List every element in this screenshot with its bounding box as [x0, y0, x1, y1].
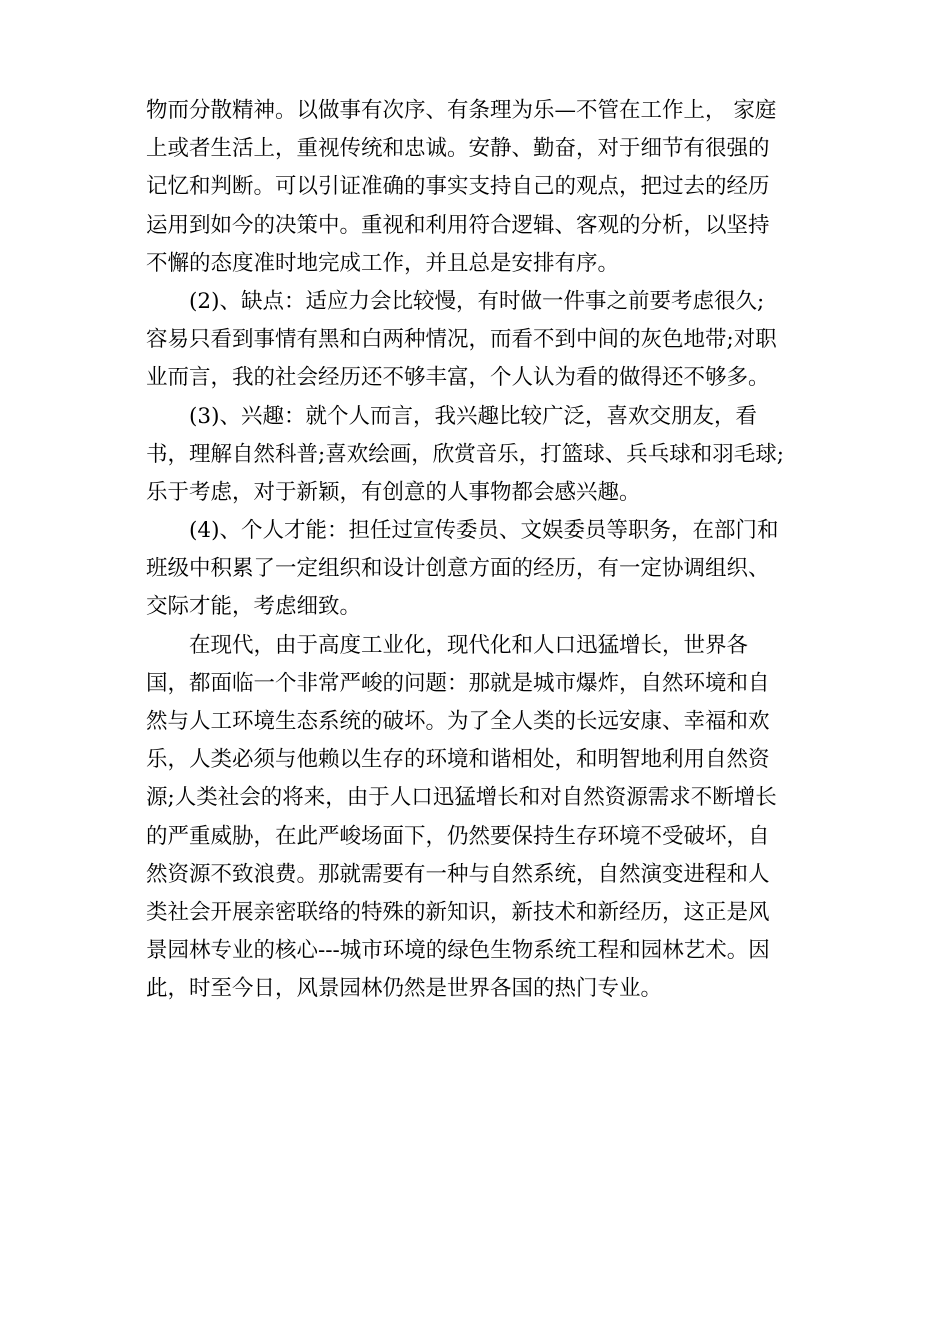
text-line: 景园林专业的核心---城市环境的绿色生物系统工程和园林艺术。因: [146, 938, 770, 964]
paragraph-interests-start: (3)、兴趣：就个人而言，我兴趣比较广泛，喜欢交朋友，看: [189, 403, 757, 429]
text-line: 乐于考虑，对于新颖，有创意的人事物都会感兴趣。: [146, 479, 641, 505]
body-text: [146, 92, 826, 1009]
text-line: 物而分散精神。以做事有次序、有条理为乐—不管在工作上， 家庭: [146, 98, 777, 123]
text-line: 然资源不致浪费。那就需要有一种与自然系统，自然演变进程和人: [146, 861, 770, 887]
paragraph-weaknesses-start: (2)、缺点：适应力会比较慢，有时做一件事之前要考虑很久;: [189, 288, 765, 314]
text-line: 乐，人类必须与他赖以生存的环境和谐相处，和明智地利用自然资: [146, 747, 770, 773]
paragraph-landscape-start: 在现代，由于高度工业化，现代化和人口迅猛增长，世界各: [189, 632, 749, 658]
text-line: 容易只看到事情有黑和白两种情况，而看不到中间的灰色地带;对职: [146, 327, 777, 353]
paragraph-abilities-start: (4)、个人才能：担任过宣传委员、文娱委员等职务，在部门和: [189, 518, 779, 544]
text-line: 类社会开展亲密联络的特殊的新知识，新技术和新经历，这正是风: [146, 899, 770, 925]
text-line: 不懈的态度准时地完成工作，并且总是安排有序。: [146, 250, 620, 276]
text-line: 记忆和判断。可以引证准确的事实支持自己的观点，把过去的经历: [146, 174, 770, 200]
text-line: 此，时至今日，风景园林仍然是世界各国的热门专业。: [146, 976, 663, 1002]
text-line: 运用到如今的决策中。重视和利用符合逻辑、客观的分析，以坚持: [146, 212, 770, 238]
text-line: 班级中积累了一定组织和设计创意方面的经历，有一定协调组织、: [146, 556, 770, 582]
text-line: 的严重威胁，在此严峻场面下，仍然要保持生存环境不受破坏，自: [146, 823, 770, 849]
text-line: 上或者生活上，重视传统和忠诚。安静、勤奋，对于细节有很强的: [146, 136, 770, 162]
text-line: 国，都面临一个非常严峻的问题：那就是城市爆炸，自然环境和自: [146, 670, 770, 696]
text-line: 源;人类社会的将来，由于人口迅猛增长和对自然资源需求不断增长: [146, 785, 777, 811]
text-line: 书，理解自然科普;喜欢绘画，欣赏音乐，打篮球、兵乓球和羽毛球;: [146, 441, 784, 467]
text-line: 然与人工环境生态系统的破坏。为了全人类的长远安康、幸福和欢: [146, 709, 770, 734]
text-line: 交际才能，考虑细致。: [146, 594, 362, 620]
text-line: 业而言，我的社会经历还不够丰富，个人认为看的做得还不够多。: [146, 365, 770, 391]
